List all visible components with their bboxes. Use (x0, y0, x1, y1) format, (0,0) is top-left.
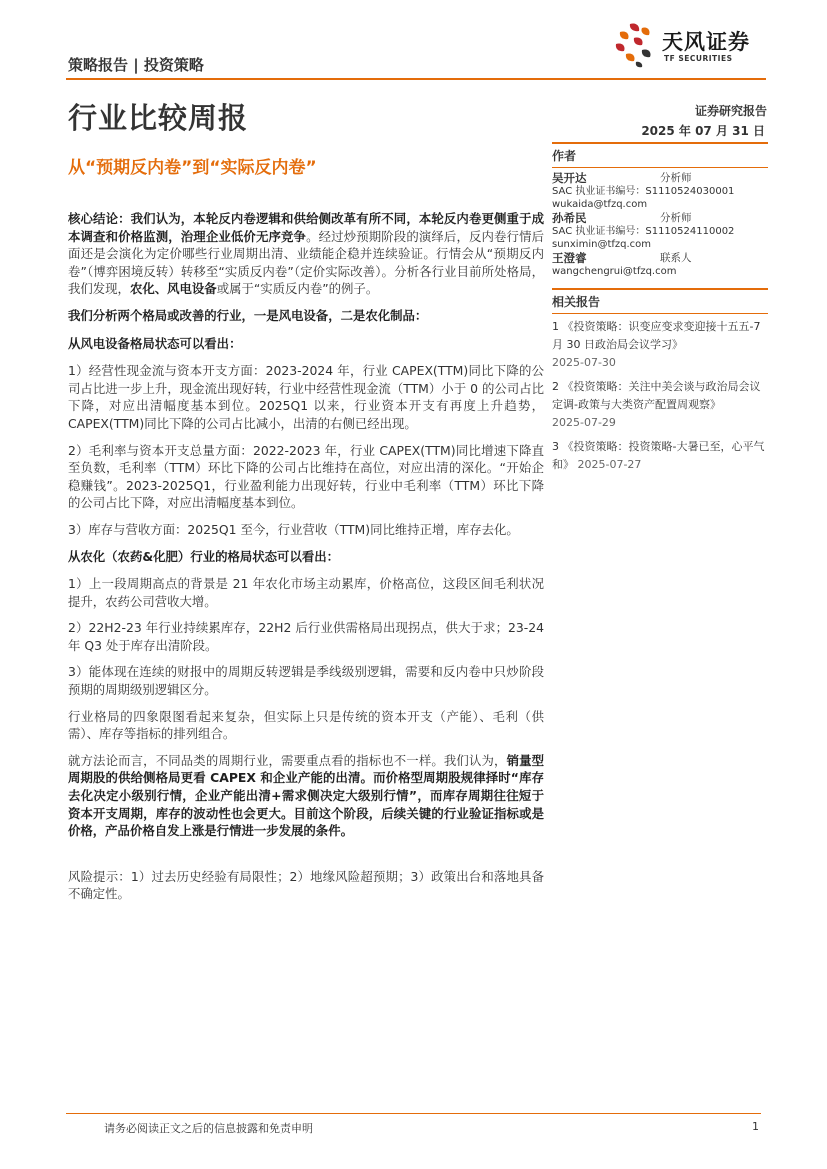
author-card (552, 252, 768, 278)
author-role: 分析师 (660, 172, 692, 184)
logo-chinese-name: 天风证券 (662, 30, 750, 54)
author-email[interactable]: wukaida@tfzq.com (552, 199, 648, 210)
report-category: 策略报告 | 投资策略 (68, 56, 204, 74)
wind-point-1: 1）经营性现金流与资本开支方面：2023-2024 年，行业 CAPEX(TTM)同比下降的公司占比进一步上升，现金流出现好转，行业中经营性现金流（TTM）小于 0 的公司占比下降，对应出清幅度基本到位。2025Q1 以来，行业资本开支有再度上升趋势，CAPEX(TTM)同比下降的公司占比减小，出清的右侧已经出现。 (68, 363, 544, 431)
related-report-item[interactable] (552, 318, 768, 372)
core-conclusion-text-1: 。经过炒预期阶段的演绎后，反内卷行情后面还是会演化为定价哪些行业周期出清、业绩能企稳并连续验证。行情会从“预期反内卷”（博弈困境反转）转移至“实质反内卷”（定价实际改善）。分析各行业目前所处格局，我们发现， (68, 228, 545, 297)
methodology-paragraph (68, 752, 544, 840)
related-report-title[interactable]: 3 《投资策略：投资策略-大暑已至，心平气和》 (552, 440, 765, 471)
wind-section-heading: 从风电设备格局状态可以看出： (68, 335, 242, 351)
agri-point-2: 2）22H2-23 年行业持续累库存，22H2 后行业供需格局出现拐点，供大于求；23-24 年 Q3 处于库存出清阶段。 (68, 620, 544, 653)
wind-point-3: 3）库存与营收方面：2025Q1 至今，行业营收（TTM)同比维持正增，库存去化。 (68, 521, 519, 537)
agri-point-3: 3）能体现在连续的财报中的周期反转逻辑是季线级别逻辑，需要和反内卷中只炒阶段预期的周期级别逻辑区分。 (68, 664, 544, 698)
related-reports (552, 288, 768, 474)
agri-point-1: 1）上一段周期高点的背景是 21 年农化市场主动累库，价格高位，这段区间毛利状况提升，农药公司营收大增。 (68, 576, 544, 609)
core-conclusion-text-2: 或属于“实质反内卷”的例子。 (216, 281, 379, 297)
author-role: 联系人 (660, 252, 692, 264)
footer-disclaimer: 请务必阅读正文之后的信息披露和免责申明 (104, 1122, 313, 1135)
main-body (68, 210, 544, 912)
matrix-paragraph: 行业格局的四象限图看起来复杂，但实际上只是传统的资本开支（产能）、毛利（供需）、库存等指标的排列组合。 (68, 708, 544, 742)
author-name: 王澄睿 (552, 251, 587, 265)
author-role: 分析师 (660, 212, 692, 224)
author-card (552, 172, 768, 211)
agri-section-heading: 从农化（农药&化肥）行业的格局状态可以看出： (68, 548, 340, 564)
related-reports-heading: 相关报告 (552, 288, 768, 314)
methodology-text: 就方法论而言，不同品类的周期行业，需要重点看的指标也不一样。我们认为， (68, 752, 507, 768)
author-name: 吴开达 (552, 171, 587, 185)
related-report-date: 2025-07-30 (552, 356, 616, 369)
footer-divider (66, 1113, 761, 1114)
related-report-item[interactable] (552, 438, 768, 474)
risk-warning: 风险提示：1）过去历史经验有局限性；2）地缘风险超预期；3）政策出台和落地具备不确定性。 (68, 868, 544, 902)
tf-securities-logo (612, 20, 762, 70)
authors-heading: 作者 (552, 142, 768, 168)
author-name: 孙希民 (552, 211, 587, 225)
core-conclusion-bold-2: 农化、风电设备 (129, 281, 217, 297)
related-report-date: 2025-07-29 (552, 416, 616, 429)
header-divider (66, 78, 766, 80)
author-cert: SAC 执业证书编号：S1110524030001 (552, 186, 735, 197)
report-subtitle: 从“预期反内卷”到“实际反内卷” (68, 158, 317, 178)
author-email[interactable]: sunximin@tfzq.com (552, 239, 652, 250)
related-report-title[interactable]: 2 《投资策略：关注中美会谈与政治局会议定调-政策与大类资产配置周观察》 (552, 380, 761, 411)
methodology-bold: 销量型周期股的供给侧格局更看 CAPEX 和企业产能的出清。而价格型周期股规律择时“库存去化决定小级别行情，企业产能出清+需求侧决定大级别行情”，而库存周期往往短于资本开支周期，库存的波动性也会更大。目前这个阶段，后续关键的行业验证指标或是价格，产品价格自发上涨是行情进一步发展的条件。 (68, 752, 545, 839)
wind-point-2: 2）毛利率与资本开支总量方面：2022-2023 年，行业 CAPEX(TTM)同比增速下降直至负数，毛利率（TTM）环比下降的公司占比维持在高位，对应出清的深化。“开始企稳赚钱”。2023-2025Q1，行业盈利能力出现好转，行业中毛利率（TTM）环比下降的公司占比下降，对应出清幅度基本到位。 (68, 442, 544, 511)
logo-mark-icon (612, 20, 658, 70)
report-title: 行业比较周报 (68, 101, 249, 135)
related-report-date: 2025-07-27 (577, 458, 642, 471)
page-number: 1 (752, 1120, 759, 1133)
core-conclusion-bold: 我们认为，本轮反内卷逻辑和供给侧改革有所不同，本轮反内卷更侧重于成本调查和价格监测，治理企业低价无序竞争 (68, 211, 545, 244)
report-type-label: 证券研究报告 (694, 104, 767, 118)
core-conclusion-paragraph (68, 210, 544, 298)
core-conclusion-label: 核心结论： (68, 211, 131, 226)
two-industries-heading: 我们分析两个格局或改善的行业，一是风电设备，二是农化制品： (68, 307, 428, 323)
author-card (552, 212, 768, 251)
author-email[interactable]: wangchengrui@tfzq.com (552, 266, 677, 277)
report-date: 2025 年 07 月 31 日 (641, 124, 765, 138)
related-report-item[interactable] (552, 378, 768, 432)
author-cert: SAC 执业证书编号：S1110524110002 (552, 226, 735, 237)
logo-english-name: TF SECURITIES (664, 54, 733, 63)
related-report-title[interactable]: 1 《投资策略：识变应变求变迎接十五五-7 月 30 日政治局会议学习》 (552, 320, 761, 351)
sidebar (552, 142, 768, 480)
